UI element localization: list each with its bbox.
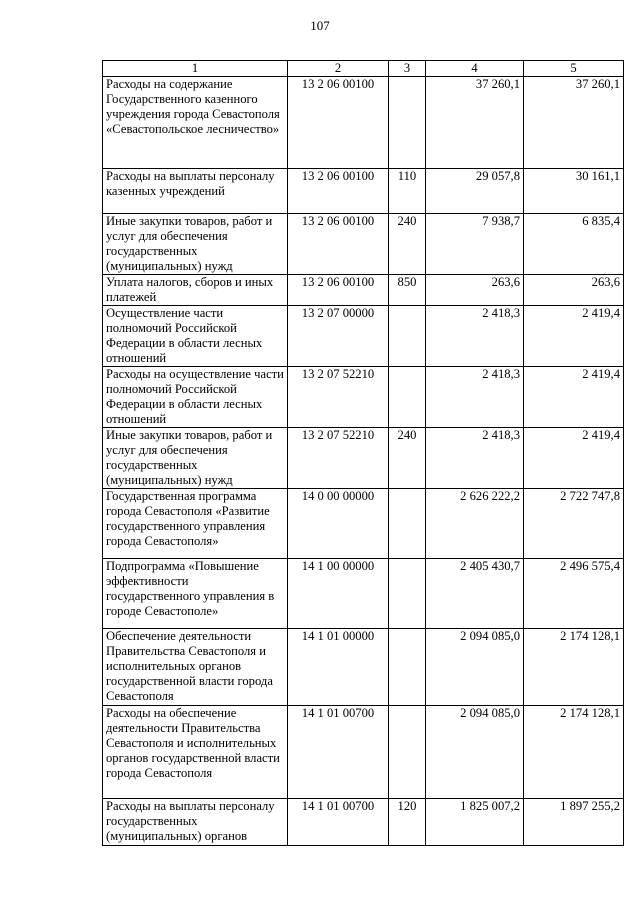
row-value-col4-cell: 7 938,7 (426, 214, 524, 275)
row-value-col4-cell: 29 057,8 (426, 169, 524, 214)
row-code-cell: 14 1 01 00700 (288, 799, 389, 846)
table-row (103, 706, 624, 799)
row-type-cell: 240 (389, 214, 426, 275)
row-name-cell: Расходы на выплаты персоналу казенных учреждений (103, 169, 288, 214)
table-header-row (103, 61, 624, 77)
row-code-cell: 13 2 06 00100 (288, 77, 389, 169)
row-code-cell: 13 2 06 00100 (288, 275, 389, 306)
row-value-col4-cell: 2 626 222,2 (426, 489, 524, 559)
table-row (103, 275, 624, 306)
row-value-col5-cell: 263,6 (524, 275, 624, 306)
budget-table (102, 60, 624, 846)
row-type-cell: 120 (389, 799, 426, 846)
table-row (103, 629, 624, 706)
header-col-3: 3 (389, 61, 426, 77)
row-code-cell: 13 2 07 00000 (288, 306, 389, 367)
row-type-cell: 850 (389, 275, 426, 306)
header-col-1: 1 (103, 61, 288, 77)
row-code-cell: 13 2 07 52210 (288, 428, 389, 489)
header-col-4: 4 (426, 61, 524, 77)
row-code-cell: 13 2 07 52210 (288, 367, 389, 428)
table-row (103, 559, 624, 629)
row-type-cell (389, 489, 426, 559)
row-name-cell: Государственная программа города Севастополя «Развитие государственного управления города Севастополя» (103, 489, 288, 559)
row-code-cell: 14 1 00 00000 (288, 559, 389, 629)
row-type-cell (389, 306, 426, 367)
row-value-col4-cell: 2 094 085,0 (426, 629, 524, 706)
row-code-cell: 14 0 00 00000 (288, 489, 389, 559)
row-value-col5-cell: 30 161,1 (524, 169, 624, 214)
row-type-cell (389, 77, 426, 169)
row-type-cell (389, 367, 426, 428)
page-number: 107 (310, 18, 330, 33)
row-value-col4-cell: 2 405 430,7 (426, 559, 524, 629)
row-value-col5-cell: 6 835,4 (524, 214, 624, 275)
row-code-cell: 13 2 06 00100 (288, 169, 389, 214)
row-code-cell: 13 2 06 00100 (288, 214, 389, 275)
row-value-col5-cell: 2 419,4 (524, 367, 624, 428)
table-row (103, 489, 624, 559)
row-name-cell: Уплата налогов, сборов и иных платежей (103, 275, 288, 306)
row-value-col5-cell: 2 722 747,8 (524, 489, 624, 559)
row-name-cell: Расходы на содержание Государственного казенного учреждения города Севастополя «Севастопольское лесничество» (103, 77, 288, 169)
row-name-cell: Иные закупки товаров, работ и услуг для обеспечения государственных (муниципальных) нужд (103, 214, 288, 275)
row-type-cell (389, 706, 426, 799)
table-row (103, 367, 624, 428)
row-name-cell: Иные закупки товаров, работ и услуг для обеспечения государственных (муниципальных) нужд (103, 428, 288, 489)
table-row (103, 214, 624, 275)
row-value-col4-cell: 1 825 007,2 (426, 799, 524, 846)
row-type-cell (389, 559, 426, 629)
row-name-cell: Расходы на осуществление части полномочий Российской Федерации в области лесных отношений (103, 367, 288, 428)
row-value-col5-cell: 1 897 255,2 (524, 799, 624, 846)
row-value-col4-cell: 37 260,1 (426, 77, 524, 169)
table-row (103, 799, 624, 846)
table-row (103, 306, 624, 367)
table-row (103, 428, 624, 489)
row-value-col5-cell: 2 174 128,1 (524, 629, 624, 706)
row-value-col4-cell: 2 418,3 (426, 306, 524, 367)
row-value-col4-cell: 263,6 (426, 275, 524, 306)
row-value-col5-cell: 2 496 575,4 (524, 559, 624, 629)
row-code-cell: 14 1 01 00700 (288, 706, 389, 799)
row-name-cell: Подпрограмма «Повышение эффективности государственного управления в городе Севастополе» (103, 559, 288, 629)
table-row (103, 77, 624, 169)
header-col-5: 5 (524, 61, 624, 77)
row-value-col4-cell: 2 418,3 (426, 428, 524, 489)
table-row (103, 169, 624, 214)
row-value-col4-cell: 2 418,3 (426, 367, 524, 428)
row-value-col5-cell: 2 174 128,1 (524, 706, 624, 799)
row-name-cell: Обеспечение деятельности Правительства Севастополя и исполнительных органов государственной власти города Севастополя (103, 629, 288, 706)
row-type-cell: 240 (389, 428, 426, 489)
row-code-cell: 14 1 01 00000 (288, 629, 389, 706)
header-col-2: 2 (288, 61, 389, 77)
row-value-col5-cell: 37 260,1 (524, 77, 624, 169)
row-name-cell: Осуществление части полномочий Российской Федерации в области лесных отношений (103, 306, 288, 367)
row-type-cell (389, 629, 426, 706)
row-value-col5-cell: 2 419,4 (524, 306, 624, 367)
row-name-cell: Расходы на выплаты персоналу государственных (муниципальных) органов (103, 799, 288, 846)
row-value-col5-cell: 2 419,4 (524, 428, 624, 489)
row-type-cell: 110 (389, 169, 426, 214)
row-value-col4-cell: 2 094 085,0 (426, 706, 524, 799)
row-name-cell: Расходы на обеспечение деятельности Правительства Севастополя и исполнительных органов государственной власти города Севастополя (103, 706, 288, 799)
